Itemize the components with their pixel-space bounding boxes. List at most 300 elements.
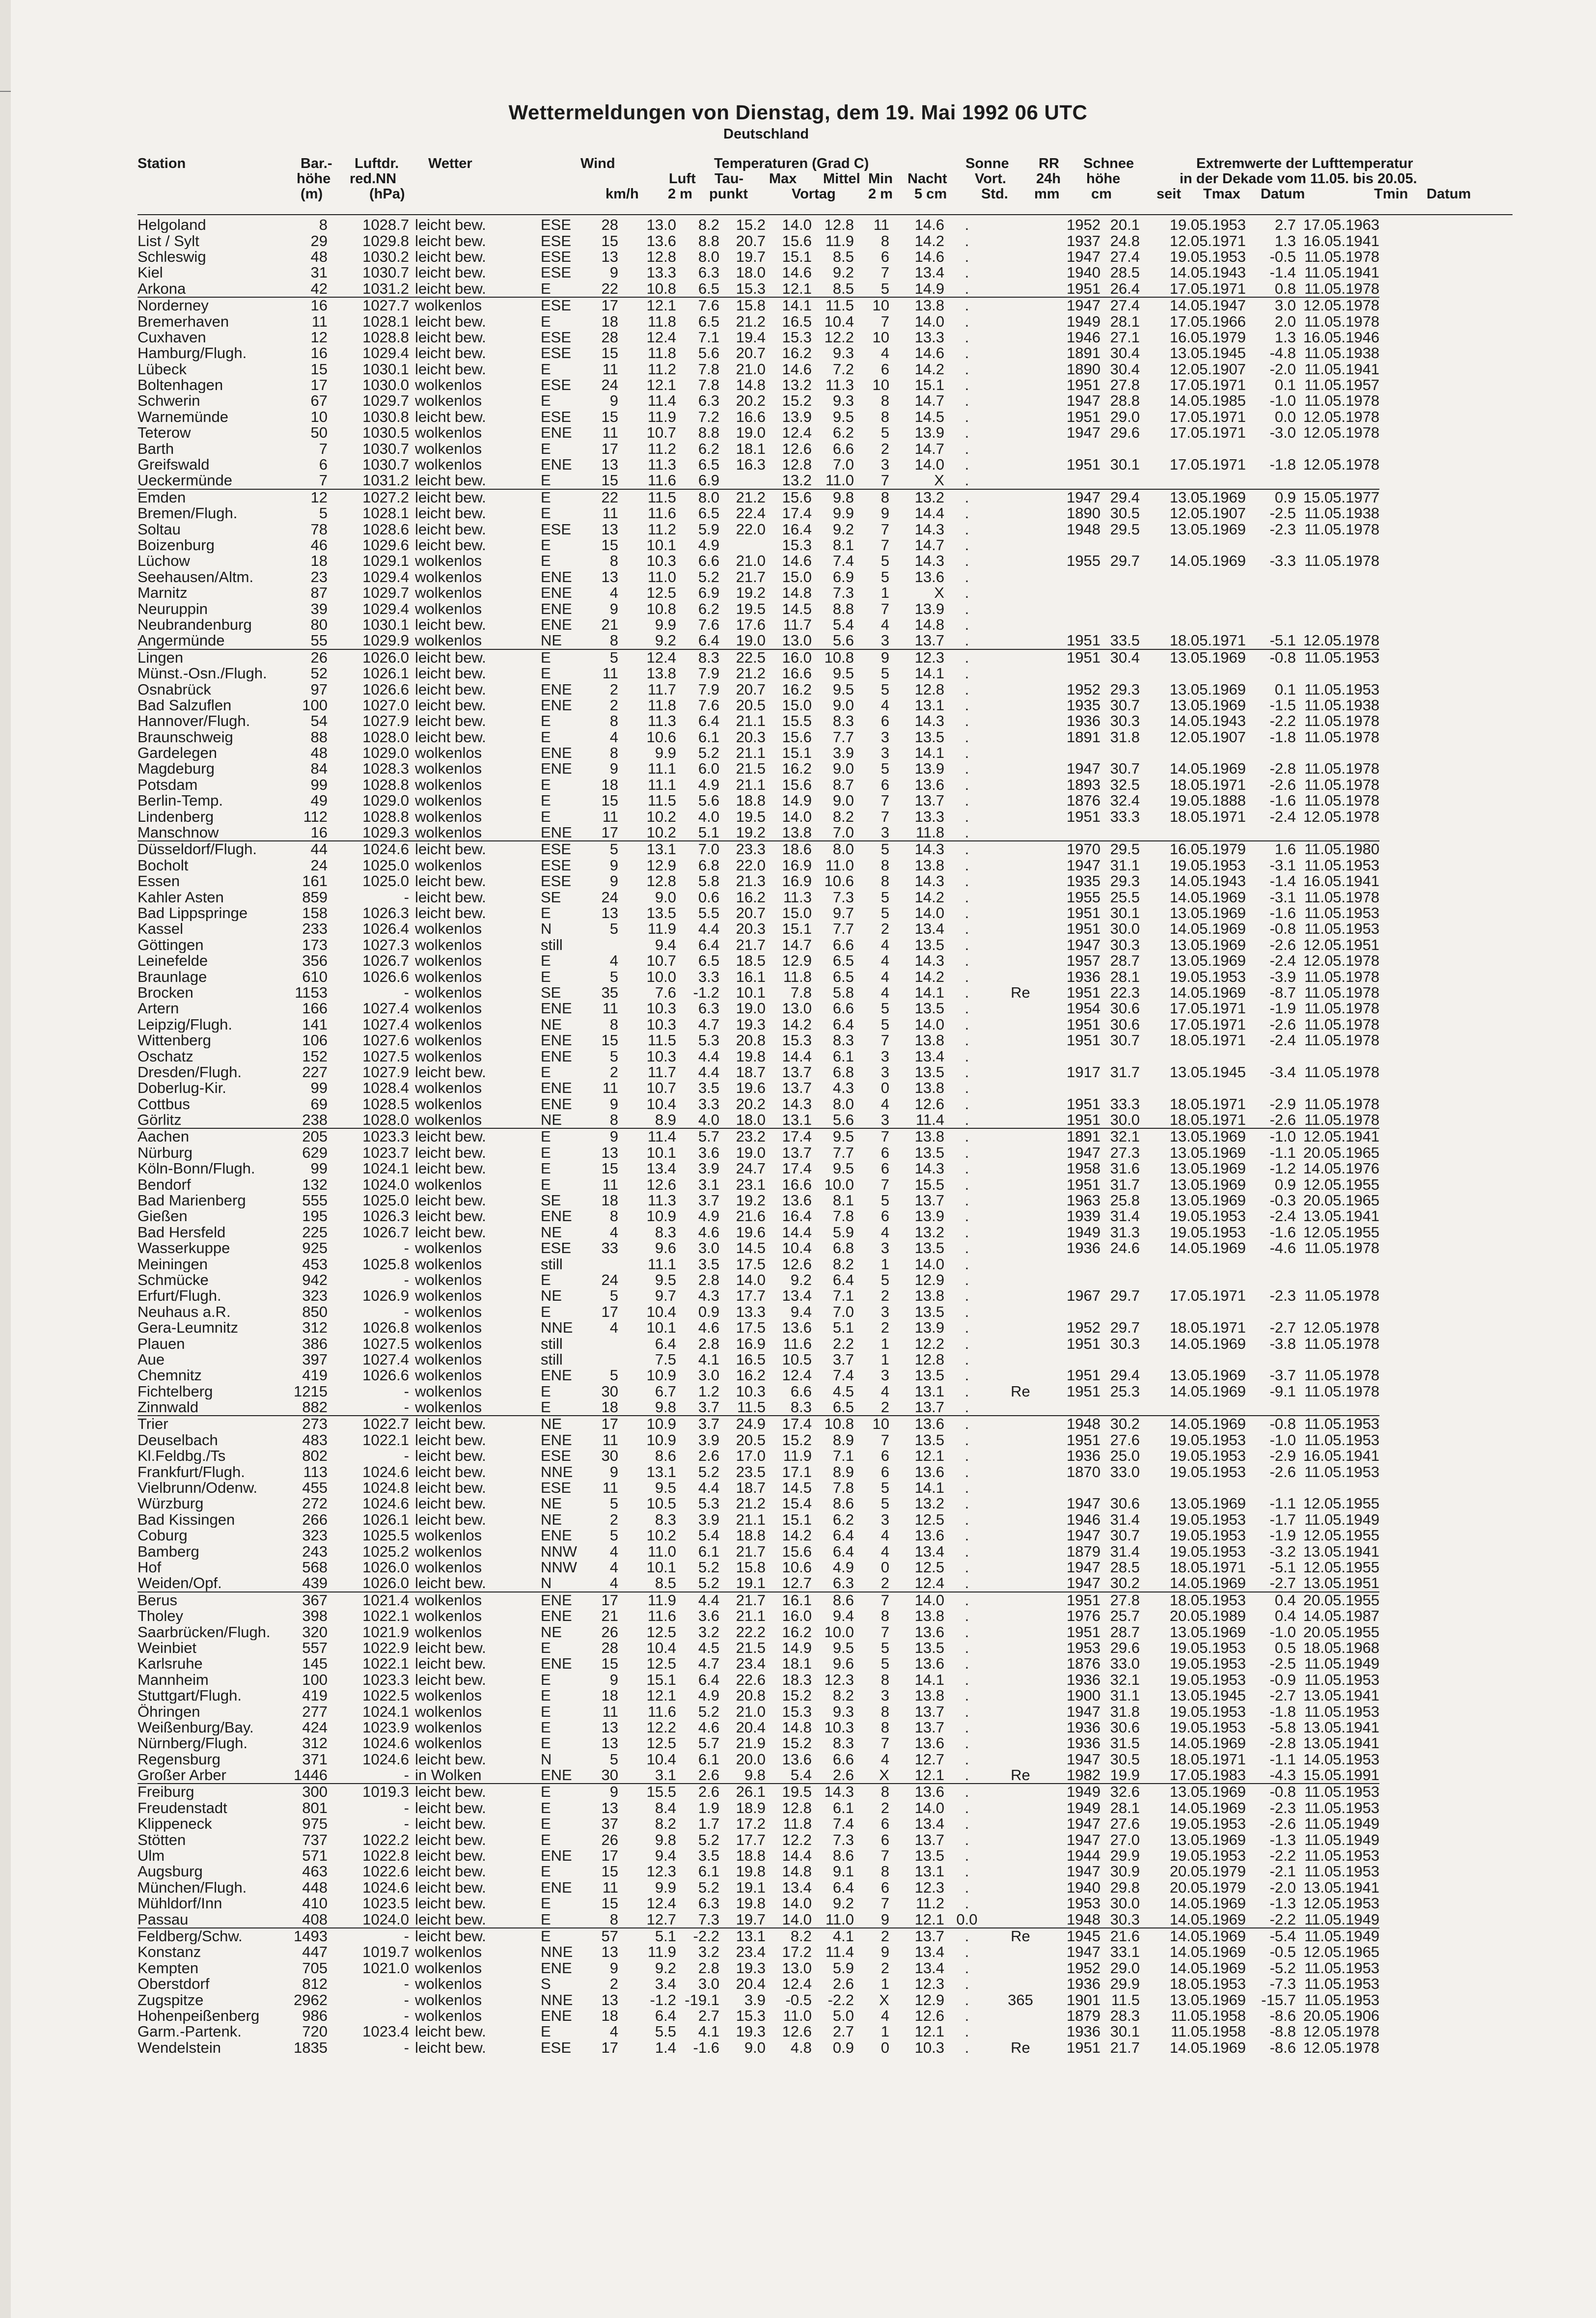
cell-taupunkt: 3.9 — [698, 1432, 719, 1449]
cell-taupunkt: 4.6 — [698, 1319, 719, 1336]
cell-wind-richtung: E — [540, 1800, 551, 1816]
cell-schnee — [990, 1096, 1051, 1112]
cell-seit — [1051, 473, 1101, 489]
cell-rr: . — [964, 2008, 969, 2024]
cell-sonne: 13.4 — [914, 1048, 944, 1064]
cell-station: Gießen — [138, 1208, 188, 1225]
table-row — [138, 585, 1379, 601]
cell-rr: . — [964, 456, 969, 473]
cell-tmin-datum: 11.05.1953 — [1304, 1976, 1379, 1992]
table-row — [138, 698, 1379, 713]
cell-wind-speed: 24 — [601, 1272, 618, 1288]
cell-nacht: 3 — [881, 824, 889, 841]
cell-tmin-datum — [1299, 1352, 1379, 1368]
cell-wetter: wolkenlos — [414, 1001, 482, 1017]
cell-luftdruck: 1022.2 — [362, 1832, 409, 1848]
cell-rr: . — [964, 1879, 969, 1896]
cell-taupunkt: 7.9 — [698, 681, 719, 698]
cell-tmax-datum: 14.05.1969 — [1169, 1240, 1246, 1257]
cell-nacht: 7 — [881, 537, 889, 554]
table-row — [138, 1448, 1379, 1464]
cell-luft: 10.8 — [646, 280, 676, 297]
cell-station: Oberstdorf — [138, 1976, 210, 1992]
table-row — [138, 473, 1379, 489]
cell-bar-hoehe: 11 — [311, 313, 328, 330]
cell-mittel: 15.4 — [782, 1496, 812, 1512]
cell-tmax-datum: 13.05.1969 — [1169, 1368, 1246, 1384]
cell-rr: . — [964, 729, 969, 745]
cell-luft: 13.1 — [646, 1464, 676, 1480]
cell-mittel: 15.3 — [782, 1032, 812, 1049]
cell-luftdruck: 1029.1 — [362, 553, 409, 569]
cell-luftdruck: 1026.6 — [362, 1368, 409, 1384]
cell-luft: 9.9 — [655, 745, 676, 761]
cell-luft: 10.1 — [646, 1559, 676, 1576]
cell-wind-richtung: E — [540, 809, 551, 825]
cell-nacht: 7 — [881, 1176, 889, 1193]
cell-seit: 1955 — [1067, 889, 1101, 905]
cell-schnee — [990, 473, 1051, 489]
table-row — [138, 969, 1379, 984]
cell-rr: . — [964, 1368, 969, 1384]
cell-luftdruck: 1027.6 — [362, 1032, 409, 1049]
cell-luft: 10.5 — [646, 1496, 676, 1512]
cell-bar-hoehe: 161 — [302, 873, 328, 890]
cell-sonne: 14.3 — [914, 713, 944, 729]
cell-luftdruck: 1022.1 — [362, 1432, 409, 1449]
cell-seit: 1949 — [1067, 1224, 1101, 1240]
cell-station: Stötten — [138, 1832, 186, 1848]
cell-luftdruck: 1025.2 — [362, 1543, 409, 1560]
cell-wetter: wolkenlos — [414, 952, 482, 969]
cell-wetter: wolkenlos — [414, 761, 482, 777]
cell-station: Lüchow — [138, 553, 190, 569]
cell-bar-hoehe: 29 — [310, 233, 328, 249]
cell-tmax-datum — [1143, 1256, 1246, 1272]
cell-max: 19.4 — [736, 329, 766, 346]
cell-schnee — [990, 489, 1051, 505]
cell-nacht: 3 — [881, 1368, 889, 1384]
cell-tmin-datum: 12.05.1978 — [1303, 2024, 1379, 2040]
cell-luftdruck: 1029.0 — [362, 745, 409, 761]
cell-wetter: wolkenlos — [414, 425, 482, 441]
cell-station: Oschatz — [138, 1048, 193, 1064]
cell-wetter: wolkenlos — [414, 393, 482, 409]
cell-station: Essen — [138, 873, 180, 890]
cell-seit: 1891 — [1067, 729, 1101, 745]
cell-min: 2.6 — [832, 1976, 854, 1992]
header-rr-3: mm — [1034, 186, 1060, 202]
cell-wetter: wolkenlos — [414, 1032, 482, 1049]
cell-station: Hannover/Flugh. — [138, 713, 250, 729]
cell-seit: 1947 — [1067, 1944, 1101, 1960]
cell-sonne: 14.7 — [914, 441, 944, 457]
cell-tmin-datum: 11.05.1978 — [1304, 793, 1379, 809]
cell-seit: 1891 — [1051, 1128, 1101, 1145]
cell-luftdruck: 1031.2 — [362, 280, 409, 297]
cell-tmin: -2.6 — [1269, 777, 1296, 793]
table-row — [138, 1944, 1379, 1960]
cell-wind-richtung: ESE — [540, 233, 571, 249]
cell-station: Bremen/Flugh. — [138, 505, 238, 522]
cell-wind-speed: 18 — [601, 1399, 618, 1416]
cell-wind-speed: 13 — [601, 249, 618, 265]
cell-luftdruck: 1028.7 — [362, 217, 409, 233]
cell-tmin: -1.4 — [1269, 873, 1296, 890]
cell-seit — [1051, 1256, 1101, 1272]
cell-min: 8.2 — [832, 1256, 854, 1272]
cell-wind-richtung: SE — [540, 1192, 561, 1209]
cell-station: Weiden/Opf. — [138, 1575, 222, 1592]
cell-rr: . — [964, 1032, 969, 1049]
cell-seit: 1982 — [1067, 1767, 1101, 1784]
cell-luft: 12.1 — [646, 377, 676, 393]
cell-mittel: 11.6 — [783, 1336, 812, 1352]
cell-tmax-datum — [1143, 1304, 1246, 1320]
cell-wind-richtung: E — [540, 969, 551, 985]
cell-mittel: 15.6 — [766, 489, 812, 505]
cell-seit: 1951 — [1067, 633, 1101, 649]
cell-bar-hoehe: 801 — [302, 1800, 328, 1816]
table-row — [138, 265, 1379, 280]
cell-seit: 1951 — [1051, 1592, 1101, 1608]
cell-nacht: 10 — [854, 297, 889, 313]
cell-sonne: 14.2 — [914, 361, 944, 377]
cell-tmax-datum: 19.05.1953 — [1169, 1640, 1246, 1656]
cell-taupunkt: 3.6 — [698, 1145, 719, 1161]
cell-min: 9.4 — [832, 1608, 854, 1624]
cell-seit: 1936 — [1067, 1735, 1101, 1752]
cell-luftdruck: - — [328, 1928, 409, 1944]
cell-seit: 1947 — [1067, 1528, 1101, 1544]
cell-wetter: leicht bew. — [414, 1800, 486, 1816]
table-row — [138, 1496, 1379, 1511]
cell-taupunkt: 6.2 — [698, 441, 719, 457]
cell-tmin-datum: 13.05.1951 — [1303, 1575, 1379, 1592]
cell-wetter: leicht bew. — [414, 1896, 486, 1912]
cell-luft: 12.3 — [646, 1864, 676, 1880]
cell-bar-hoehe: 386 — [302, 1336, 328, 1352]
cell-tmax-datum: 20.05.1989 — [1169, 1608, 1246, 1624]
cell-bar-hoehe: 6 — [319, 456, 328, 473]
cell-tmax-datum: 14.05.1969 — [1169, 1911, 1246, 1928]
table-row — [138, 953, 1379, 969]
cell-taupunkt: 3.0 — [698, 1976, 719, 1992]
cell-max: 21.1 — [736, 745, 766, 761]
cell-seit: 1951 — [1051, 649, 1101, 666]
cell-taupunkt: 6.5 — [698, 456, 719, 473]
cell-tmin-datum: 12.05.1955 — [1303, 1224, 1379, 1240]
cell-mittel: 16.2 — [782, 1624, 812, 1640]
cell-tmax: 29.5 — [1101, 841, 1143, 857]
cell-min: 6.1 — [832, 1800, 854, 1816]
cell-sonne: 13.1 — [914, 1383, 944, 1399]
cell-station: Angermünde — [138, 633, 225, 649]
cell-station: Bremerhaven — [138, 313, 229, 330]
cell-wind-richtung: ENE — [540, 681, 572, 698]
cell-tmax — [1101, 1304, 1143, 1320]
cell-wind-speed: 13 — [601, 1800, 618, 1816]
cell-nacht: 6 — [881, 249, 889, 265]
cell-bar-hoehe: 97 — [310, 681, 328, 698]
cell-schnee — [990, 889, 1051, 905]
cell-tmin: -0.8 — [1246, 649, 1299, 666]
cell-max: 23.5 — [736, 1464, 766, 1480]
cell-rr: . — [944, 841, 990, 857]
cell-luft: 10.4 — [646, 1096, 676, 1112]
cell-min: 11.0 — [825, 857, 854, 874]
cell-max: 18.5 — [736, 952, 766, 969]
cell-taupunkt: 6.9 — [698, 473, 719, 489]
cell-tmax: 30.4 — [1101, 649, 1143, 666]
cell-bar-hoehe: 629 — [302, 1145, 328, 1161]
cell-luftdruck: 1028.8 — [362, 809, 409, 825]
cell-tmax-datum: 14.05.1969 — [1169, 1896, 1246, 1912]
cell-station: Bad Salzuflen — [138, 697, 232, 714]
cell-min: 11.4 — [825, 1944, 854, 1960]
cell-wind-richtung: ENE — [540, 745, 572, 761]
cell-rr: . — [964, 809, 969, 825]
cell-min: 8.7 — [832, 777, 854, 793]
cell-mittel: 15.1 — [782, 1511, 812, 1528]
cell-tmax — [1101, 617, 1143, 633]
cell-schnee — [990, 937, 1051, 953]
cell-wind-richtung: ENE — [540, 1528, 572, 1544]
cell-wind-richtung: ENE — [540, 1608, 572, 1624]
cell-mittel: 11.7 — [783, 616, 812, 633]
cell-rr: . — [944, 1592, 990, 1608]
cell-taupunkt: 6.4 — [698, 633, 719, 649]
cell-tmin: 1.6 — [1246, 841, 1299, 857]
cell-taupunkt: 8.0 — [676, 489, 719, 505]
header-luftdr-2: red.NN — [350, 171, 397, 187]
cell-min: 9.5 — [832, 1640, 854, 1656]
cell-rr: . — [964, 1559, 969, 1576]
cell-taupunkt: 6.8 — [698, 857, 719, 874]
cell-sonne: 13.5 — [914, 1240, 944, 1257]
cell-bar-hoehe: 46 — [310, 537, 328, 554]
cell-luftdruck: 1027.2 — [328, 489, 409, 505]
cell-luftdruck: 1023.3 — [362, 1672, 409, 1688]
cell-tmax-datum: 12.05.1907 — [1169, 361, 1246, 377]
cell-tmin: -2.2 — [1269, 1911, 1296, 1928]
cell-luftdruck: 1029.0 — [362, 793, 409, 809]
cell-wetter: leicht bew. — [414, 1480, 486, 1496]
cell-station: Klippeneck — [138, 1816, 212, 1832]
cell-tmin-datum: 11.05.1957 — [1304, 377, 1379, 393]
cell-wetter: wolkenlos — [414, 456, 482, 473]
cell-wind-speed: 5 — [609, 1368, 618, 1384]
table-row — [138, 1784, 1379, 1800]
cell-rr: . — [964, 1847, 969, 1864]
cell-sonne: 13.5 — [914, 1304, 944, 1320]
cell-taupunkt: 6.1 — [698, 1751, 719, 1767]
cell-station: Berus — [138, 1592, 294, 1608]
cell-wind-speed: 8 — [609, 553, 618, 569]
cell-mittel: 13.1 — [782, 1112, 812, 1129]
cell-schnee — [990, 793, 1051, 809]
cell-wind-richtung: ESE — [540, 345, 571, 362]
cell-tmin — [1246, 745, 1299, 761]
cell-luftdruck: 1027.0 — [362, 697, 409, 714]
cell-seit: 1976 — [1067, 1608, 1101, 1624]
cell-schnee — [990, 281, 1051, 297]
cell-seit: 1952 — [1067, 1960, 1101, 1976]
cell-max: 21.6 — [736, 1208, 766, 1225]
cell-tmax-datum: 17.05.1983 — [1169, 1767, 1246, 1784]
cell-wind-richtung: ESE — [536, 297, 578, 313]
cell-nacht: 4 — [881, 1224, 889, 1240]
cell-schnee — [990, 858, 1051, 873]
cell-station: Schmücke — [138, 1272, 209, 1288]
cell-tmin: -2.4 — [1269, 952, 1296, 969]
cell-max: 18.0 — [736, 265, 766, 281]
cell-station: Lindenberg — [138, 809, 214, 825]
cell-wetter: wolkenlos — [414, 633, 482, 649]
cell-schnee — [990, 1399, 1051, 1416]
cell-tmax-datum: 13.05.1969 — [1169, 905, 1246, 922]
cell-mittel: 13.7 — [782, 1145, 812, 1161]
cell-tmin-datum: 11.05.1978 — [1304, 713, 1379, 729]
cell-min: 9.5 — [832, 665, 854, 682]
header-schnee-3: cm — [1091, 186, 1112, 202]
table-row — [138, 1864, 1379, 1879]
cell-luft: 11.6 — [647, 1704, 676, 1720]
cell-tmin-datum: 12.05.1951 — [1303, 937, 1379, 953]
cell-wind-richtung: E — [540, 1704, 551, 1720]
cell-seit: 1951 — [1067, 1112, 1101, 1129]
cell-bar-hoehe: 367 — [294, 1592, 328, 1608]
cell-bar-hoehe: 195 — [302, 1208, 328, 1225]
cell-rr: . — [964, 1016, 969, 1033]
cell-luftdruck: 1024.1 — [362, 1161, 409, 1177]
cell-max: 23.2 — [719, 1128, 766, 1145]
cell-wind-richtung: E — [540, 473, 551, 489]
cell-wind-richtung: ENE — [540, 456, 572, 473]
cell-schnee — [990, 1225, 1051, 1240]
cell-station: Bamberg — [138, 1543, 199, 1560]
cell-tmin-datum: 13.05.1941 — [1303, 1879, 1379, 1896]
cell-tmax: 32.4 — [1110, 793, 1140, 809]
cell-wetter: leicht bew. — [414, 1511, 486, 1528]
cell-tmax-datum — [1143, 569, 1246, 585]
header-schnee-2: höhe — [1086, 171, 1121, 187]
cell-max: 19.8 — [736, 1864, 766, 1880]
cell-min: 6.8 — [832, 1240, 854, 1257]
cell-wind-speed: 17 — [578, 297, 618, 313]
cell-tmin: 1.3 — [1274, 329, 1296, 346]
cell-sonne: 13.6 — [914, 1735, 944, 1752]
cell-tmin: -4.8 — [1269, 345, 1296, 362]
cell-sonne: 13.9 — [914, 425, 944, 441]
cell-tmin: -0.3 — [1269, 1192, 1296, 1209]
cell-taupunkt: 5.2 — [698, 1704, 719, 1720]
cell-mittel: 14.0 — [782, 217, 812, 233]
cell-tmin-datum — [1299, 441, 1379, 456]
cell-min: 8.0 — [832, 1096, 854, 1112]
cell-nacht: 5 — [881, 1480, 889, 1496]
cell-luft: 10.9 — [646, 1432, 676, 1449]
cell-taupunkt: 5.6 — [698, 345, 719, 362]
cell-luft: 10.1 — [646, 1319, 676, 1336]
cell-max: 16.2 — [736, 889, 766, 905]
cell-wind-speed: 15 — [601, 1896, 618, 1912]
cell-tmax — [1101, 585, 1143, 601]
cell-tmin-datum: 11.05.1938 — [1304, 697, 1379, 714]
cell-tmin-datum: 14.05.1987 — [1303, 1608, 1379, 1624]
cell-luft: 1.4 — [655, 2039, 676, 2056]
cell-bar-hoehe: 26 — [294, 649, 328, 666]
cell-luftdruck: 1028.4 — [362, 1080, 409, 1096]
cell-min: 7.3 — [832, 889, 854, 905]
cell-tmax-datum — [1143, 1352, 1246, 1368]
cell-taupunkt: 3.5 — [698, 1847, 719, 1864]
cell-schnee — [990, 1528, 1051, 1543]
cell-luft: 9.8 — [655, 1399, 676, 1416]
cell-taupunkt: 5.2 — [698, 1464, 719, 1480]
cell-station: Frankfurt/Flugh. — [138, 1464, 245, 1480]
cell-max: 21.2 — [719, 489, 766, 505]
cell-wind-richtung: still — [540, 1256, 563, 1272]
cell-tmax-datum: 11.05.1958 — [1171, 2008, 1246, 2024]
cell-rr: . — [964, 1161, 969, 1177]
table-row — [138, 521, 1379, 537]
cell-max: 21.2 — [736, 1496, 766, 1512]
cell-schnee — [990, 905, 1051, 921]
cell-luft: 10.4 — [646, 1304, 676, 1320]
cell-nacht: 8 — [881, 1672, 889, 1688]
cell-nacht: 9 — [881, 1944, 889, 1960]
cell-luft: 9.9 — [655, 1879, 676, 1896]
cell-schnee — [990, 569, 1051, 585]
cell-rr: . — [944, 1928, 990, 1944]
cell-sonne: 14.0 — [914, 1800, 944, 1816]
cell-bar-hoehe: 410 — [302, 1896, 328, 1912]
cell-nacht: 1 — [881, 1336, 889, 1352]
cell-max: 20.7 — [736, 681, 766, 698]
cell-tmax: 21.6 — [1101, 1928, 1143, 1944]
cell-tmin-datum: 11.05.1978 — [1304, 1240, 1379, 1257]
cell-luftdruck: 1024.6 — [362, 1464, 409, 1480]
cell-nacht: 4 — [881, 969, 889, 985]
table-row — [138, 1048, 1379, 1064]
cell-wind-speed: 15 — [601, 473, 618, 489]
cell-min: 6.4 — [832, 1543, 854, 1560]
cell-wind-richtung: E — [536, 1928, 578, 1944]
cell-tmax-datum: 19.05.1953 — [1169, 249, 1246, 265]
cell-rr: . — [964, 329, 969, 346]
cell-mittel: 14.6 — [782, 553, 812, 569]
cell-station: Mannheim — [138, 1672, 209, 1688]
table-row — [138, 1816, 1379, 1832]
cell-tmin: -1.9 — [1269, 1528, 1296, 1544]
cell-min: 8.0 — [812, 841, 854, 857]
cell-luft: 10.1 — [646, 537, 676, 554]
cell-min: 6.2 — [832, 425, 854, 441]
cell-bar-hoehe: 320 — [302, 1624, 328, 1640]
cell-wetter: leicht bew. — [414, 1208, 486, 1225]
table-row — [138, 1848, 1379, 1864]
cell-luft: 11.0 — [647, 1543, 676, 1560]
cell-wind-speed: 28 — [601, 1640, 618, 1656]
cell-nacht: 5 — [881, 1272, 889, 1288]
cell-luft: 8.2 — [655, 1816, 676, 1832]
cell-schnee — [990, 1336, 1051, 1351]
cell-tmax: 30.5 — [1110, 1751, 1140, 1767]
cell-wind-speed: 13 — [601, 1719, 618, 1736]
cell-wind-richtung: ESE — [540, 1240, 571, 1257]
cell-tmax — [1101, 1048, 1143, 1064]
